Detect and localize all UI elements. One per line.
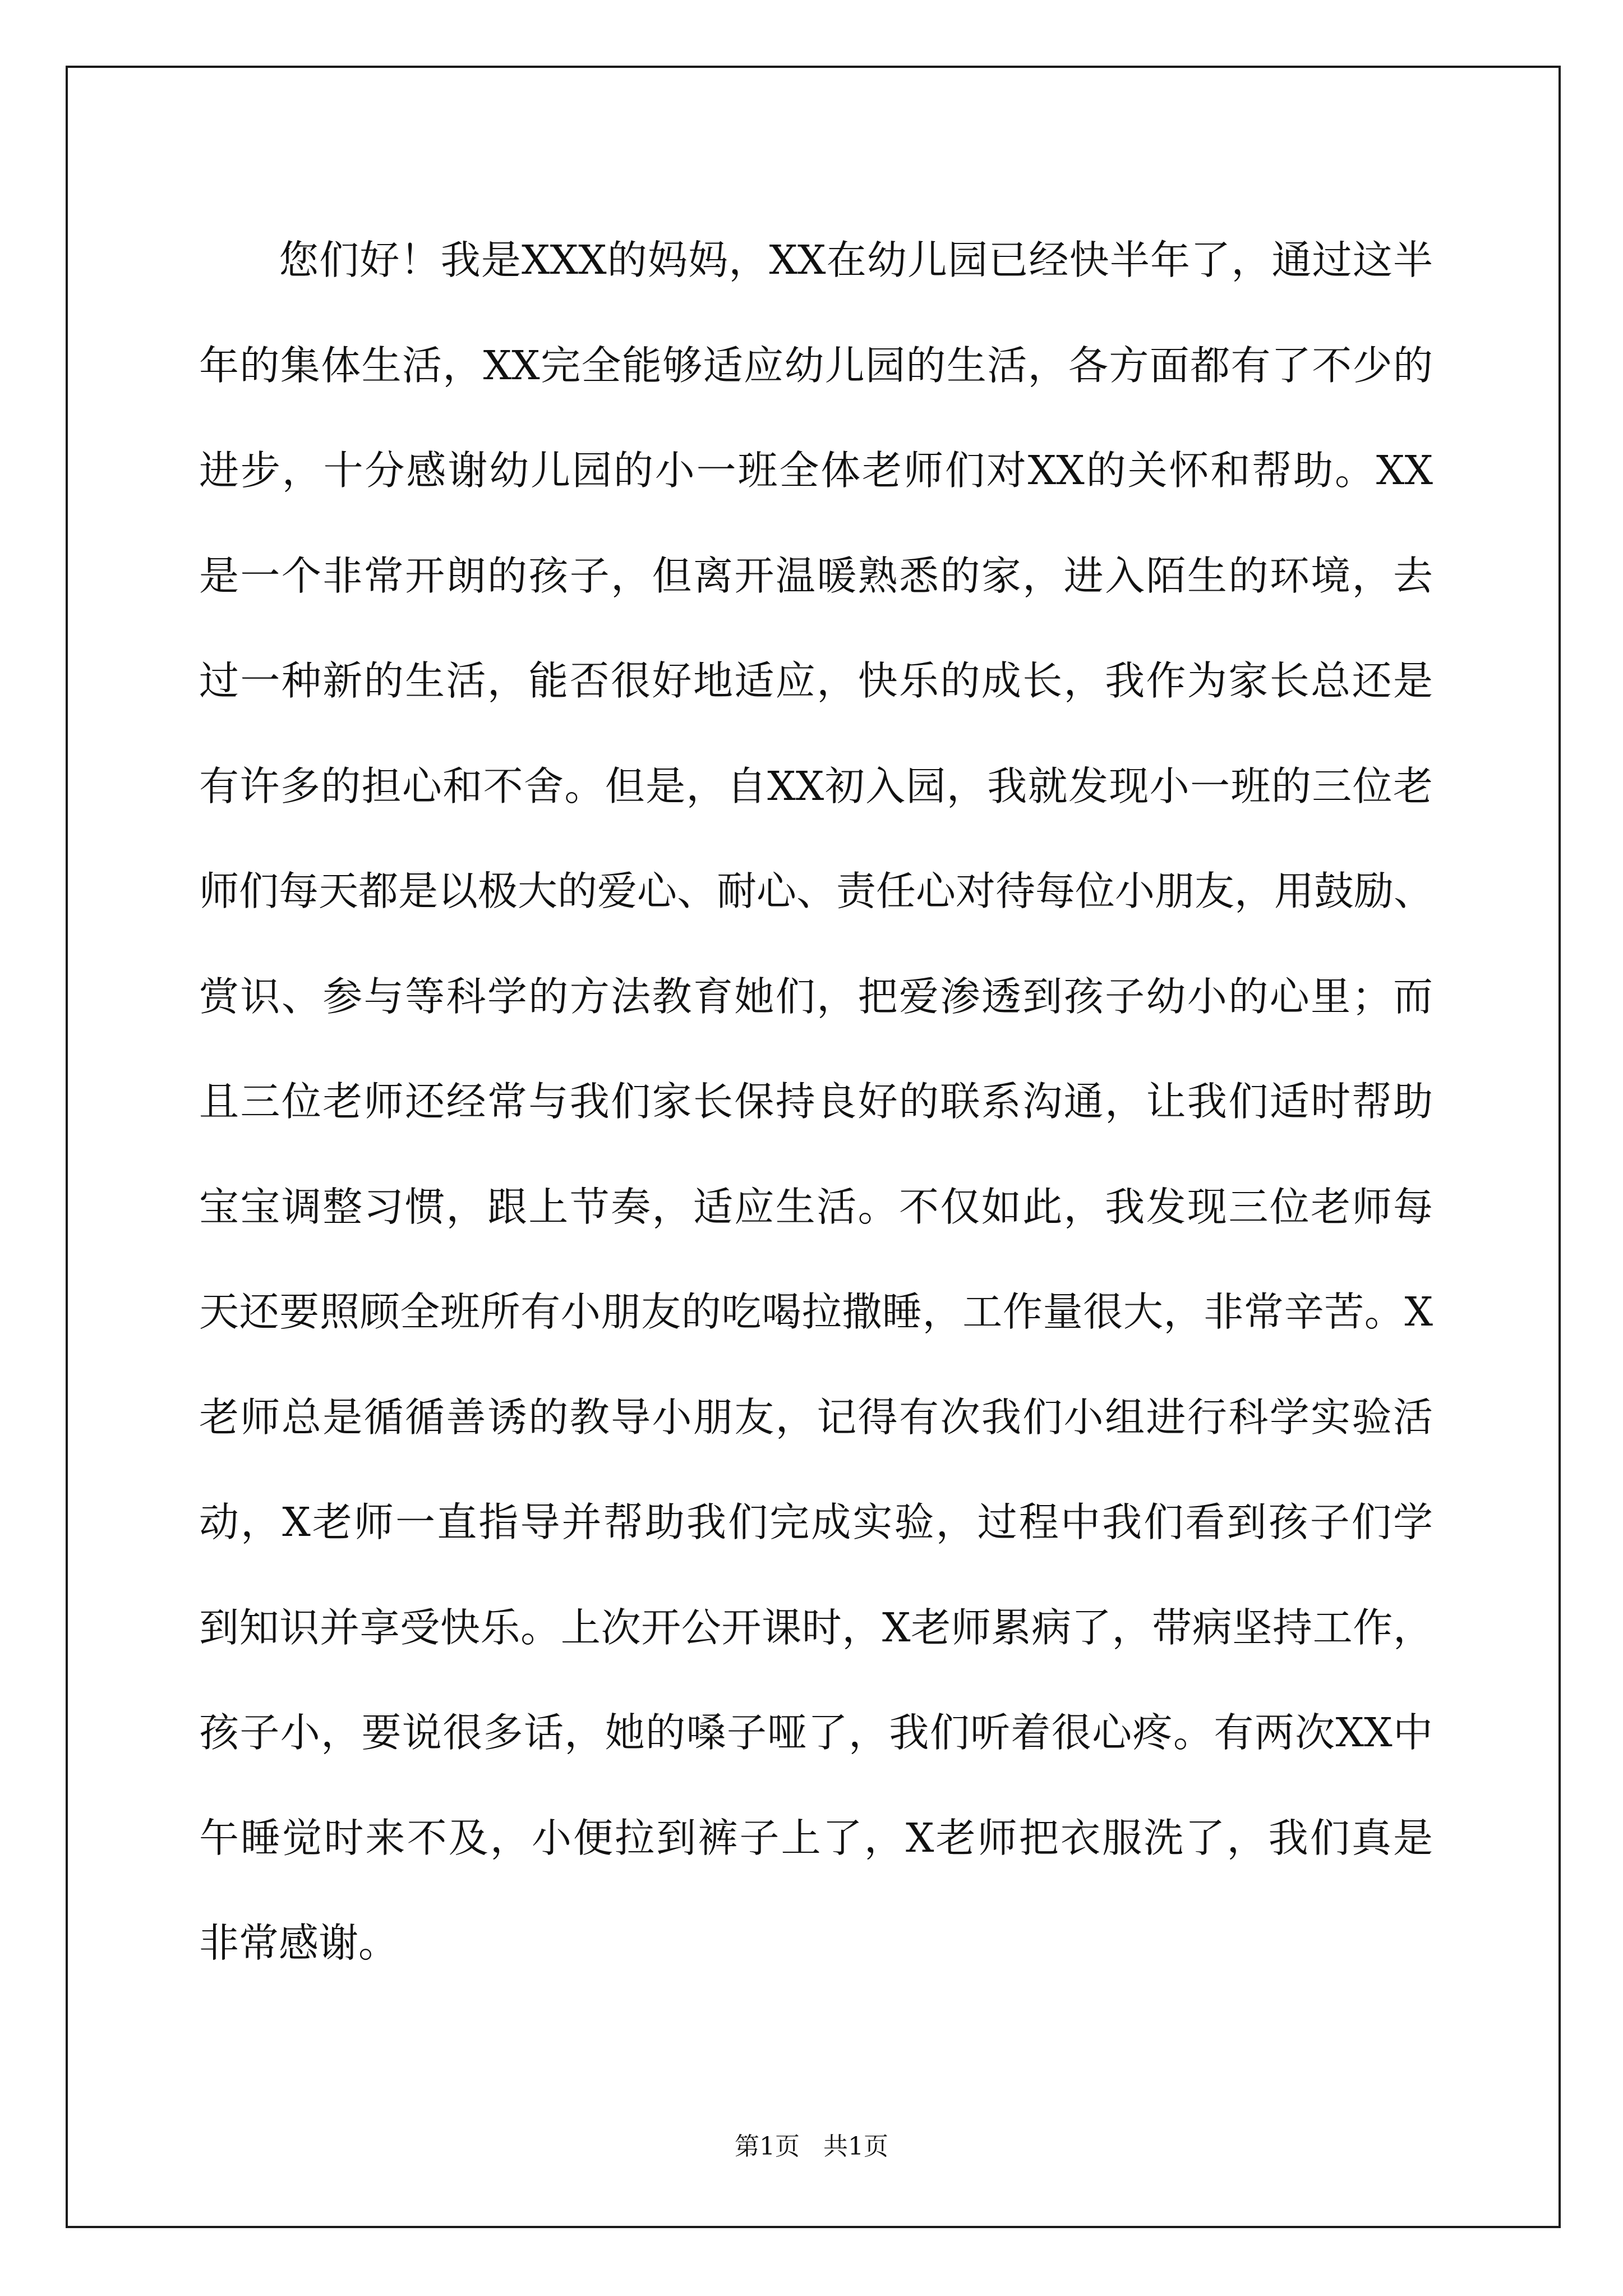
text-line: 您们好！我是XXX的妈妈，XX在幼儿园已经快半年了，通过这半 (279, 237, 1433, 283)
page-number-footer: 第1页 共1页 (735, 2132, 888, 2161)
text-line: 天还要照顾全班所有小朋友的吃喝拉撒睡，工作量很大，非常辛苦。X (199, 1289, 1433, 1335)
text-line: 赏识、参与等科学的方法教育她们，把爱渗透到孩子幼小的心里；而 (199, 973, 1433, 1020)
text-line: 老师总是循循善诱的教导小朋友，记得有次我们小组进行科学实验活 (199, 1393, 1433, 1441)
text-line: 有许多的担心和不舍。但是，自XX初入园，我就发现小一班的三位老 (199, 762, 1433, 809)
text-line: 到知识并享受快乐。上次开公开课时，X老师累病了，带病坚持工作， (199, 1604, 1433, 1651)
text-line: 是一个非常开朗的孩子，但离开温暖熟悉的家，进入陌生的环境，去 (199, 552, 1433, 599)
text-line: 过一种新的生活，能否很好地适应，快乐的成长，我作为家长总还是 (199, 657, 1433, 704)
text-line: 动，X老师一直指导并帮助我们完成实验，过程中我们看到孩子们学 (199, 1499, 1433, 1545)
text-line: 师们每天都是以极大的爱心、耐心、责任心对待每位小朋友，用鼓励、 (199, 868, 1434, 914)
text-line: 且三位老师还经常与我们家长保持良好的联系沟通，让我们适时帮助 (199, 1078, 1433, 1125)
text-line: 非常感谢。 (199, 1920, 399, 1966)
text-line: 年的集体生活，XX完全能够适应幼儿园的生活，各方面都有了不少的 (199, 342, 1433, 389)
text-line: 午睡觉时来不及，小便拉到裤子上了，X老师把衣服洗了，我们真是 (199, 1814, 1433, 1861)
text-line: 进步，十分感谢幼儿园的小一班全体老师们对XX的关怀和帮助。XX (199, 447, 1433, 494)
text-line: 宝宝调整习惯，跟上节奏，适应生活。不仅如此，我发现三位老师每 (199, 1183, 1433, 1230)
letter-body (199, 208, 1433, 1996)
text-line: 孩子小，要说很多话，她的嗓子哑了，我们听着很心疼。有两次XX中 (199, 1709, 1433, 1756)
